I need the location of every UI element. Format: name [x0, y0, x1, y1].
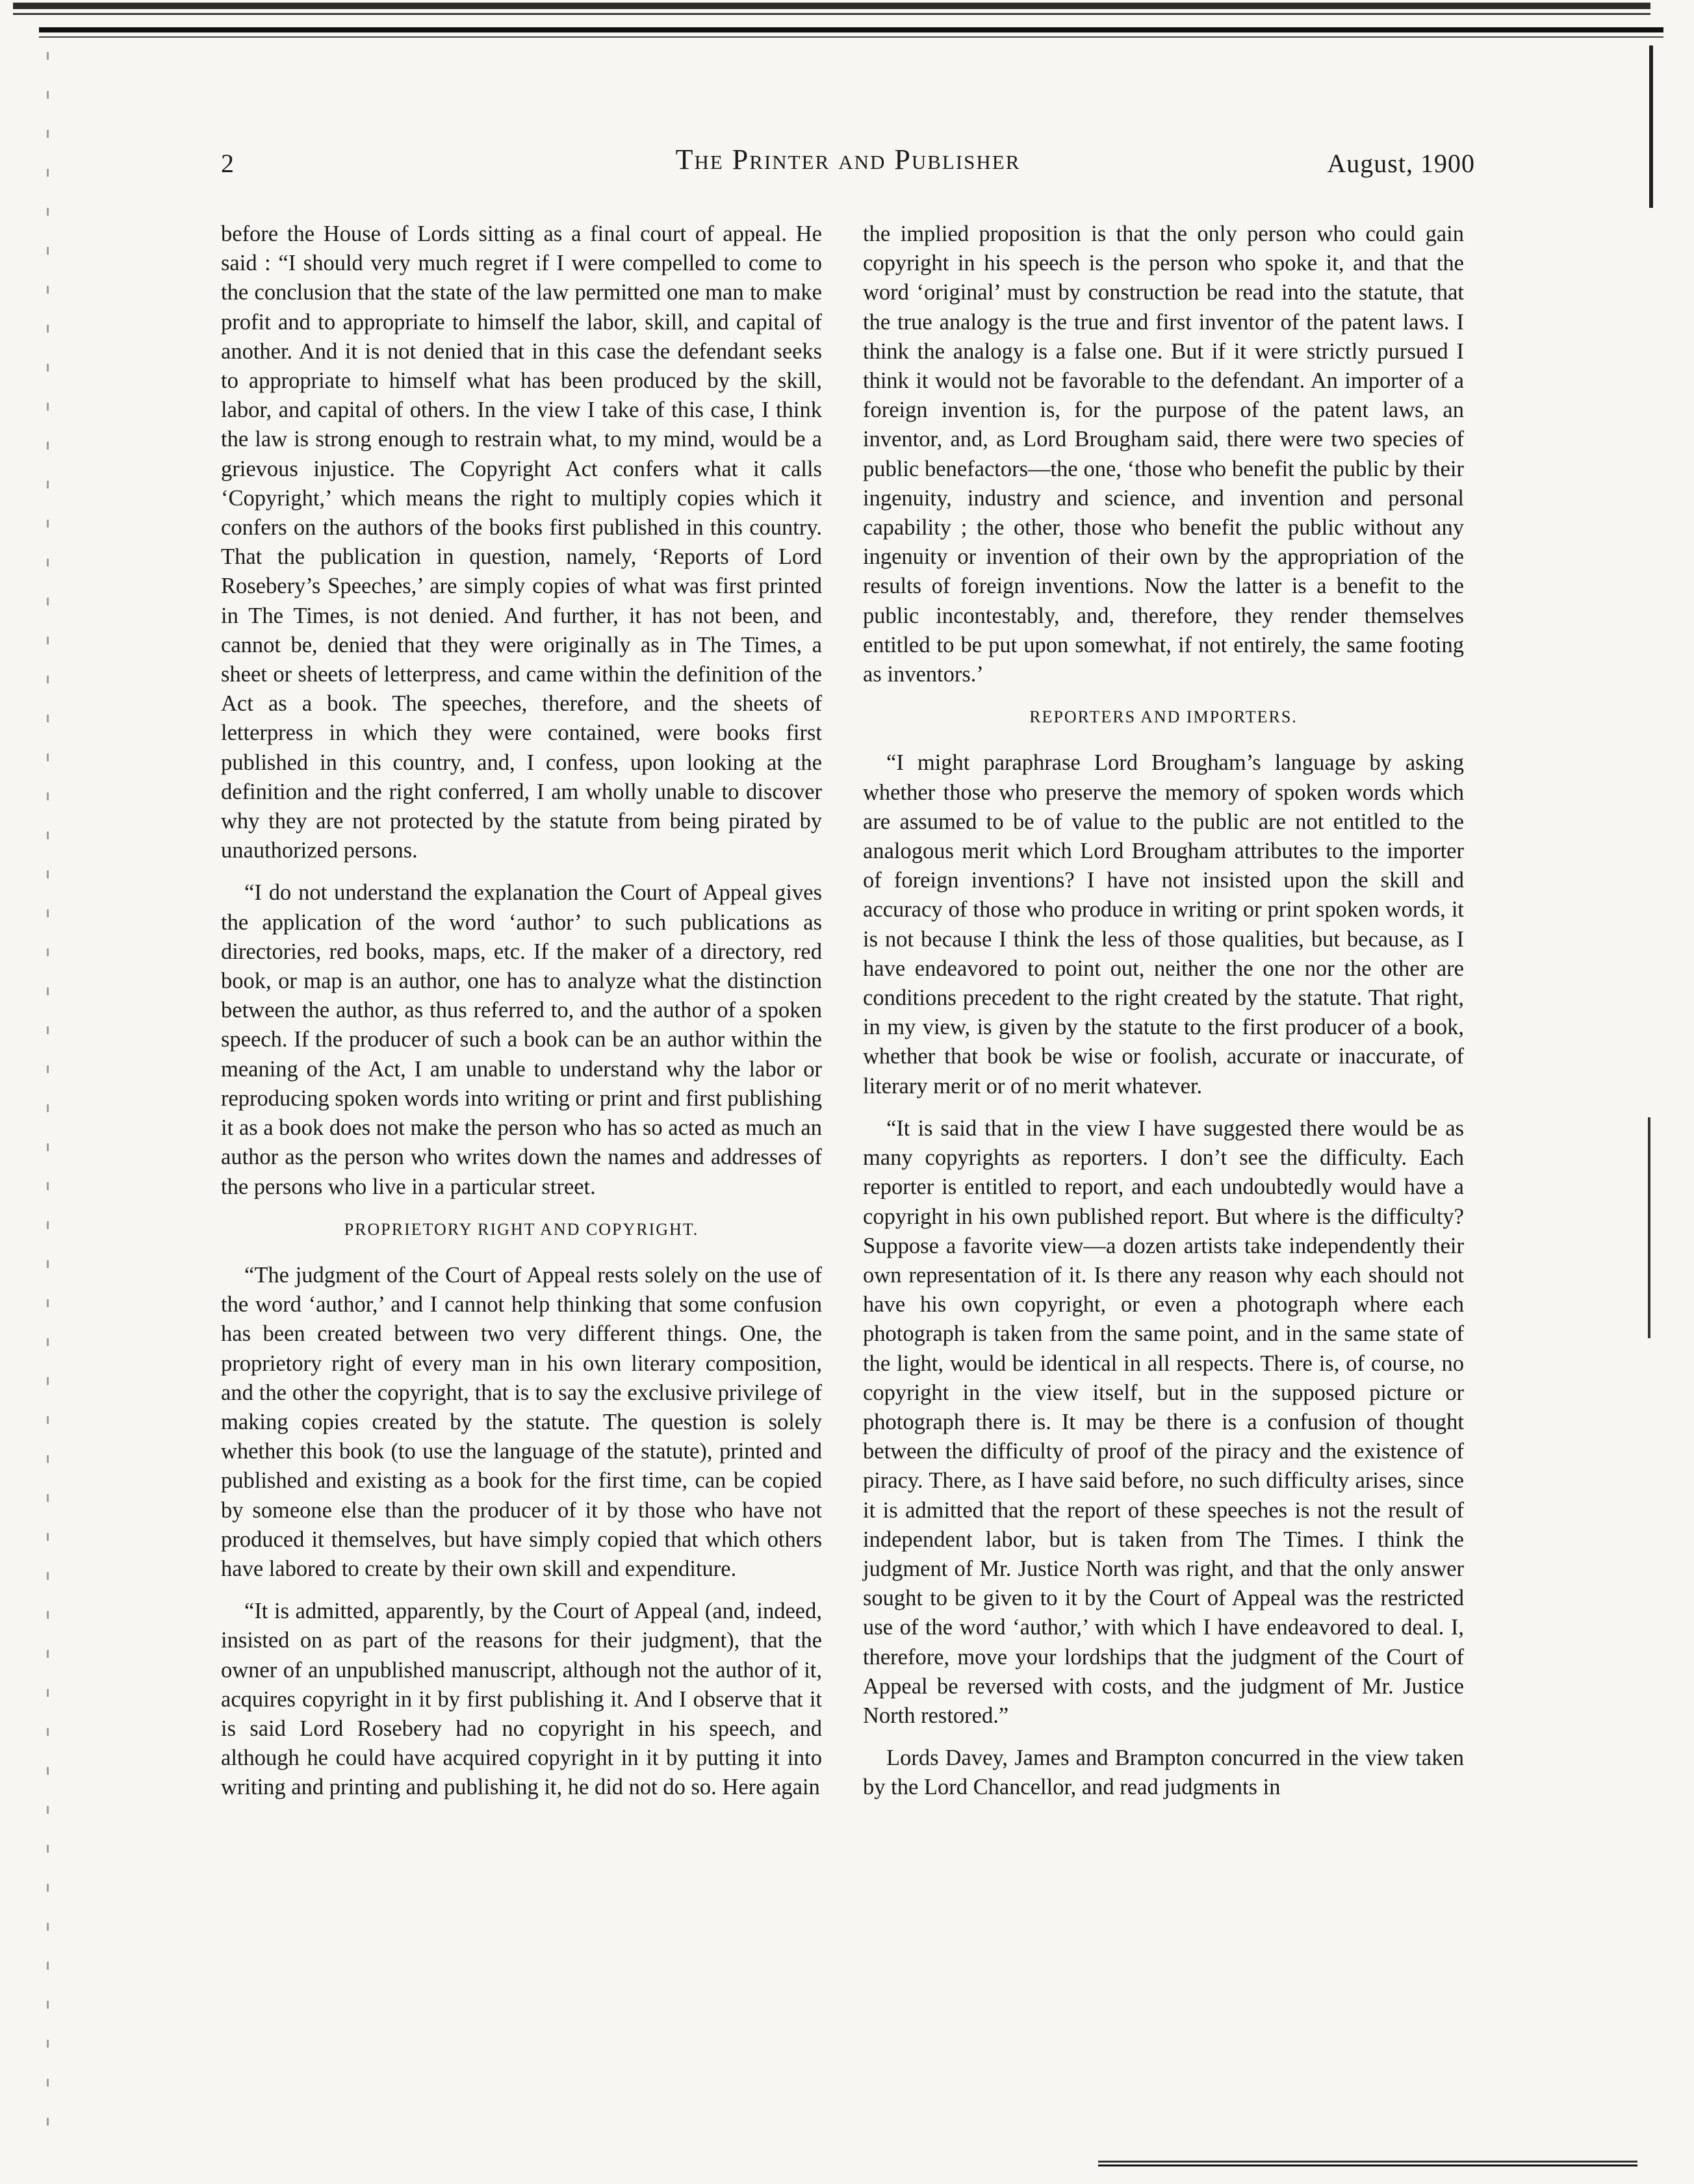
paragraph: “The judgment of the Court of Appeal rests solely on the use of the word ‘author,’ and I cannot help thinking that some confusion has been created between two very different things. One, the proprietory right of every man in his own literary composition, and the other the copyright, that is to say the exclusive privilege of making copies created by the statute. The question is solely whether this book (to use the language of the statute), printed and published and existing as a book for the first time, can be copied by someone else than the producer of it by those who have not produced it themselves, but have simply copied that which others have labored to create by their own skill and expenditure.: [221, 1262, 822, 1581]
paragraph: Lords Davey, James and Brampton concurred in the view taken by the Lord Chancellor, and read judgments in: [863, 1746, 1464, 1800]
scan-edge-right: [1649, 45, 1653, 208]
paragraph: before the House of Lords sitting as a final court of appeal. He said : “I should very much regret if I were compelled to come to the conclusion that the state of the law permitted one man to make profit and to appropriate to himself the labor, skill, and capital of another. And it is not denied that in this case the defendant seeks to appropriate to himself what has been produced by the skill, labor, and capital of others. In the view I take of this case, I think the law is strong enough to restrain what, to my mind, would be a grievous injustice. The Copyright Act confers what it calls ‘Copyright,’ which means the right to multiply copies which it confers on the authors of the books first published in this country. That the publication in question, namely, ‘Reports of Lord Rosebery’s Speeches,’ are simply copies of what was first printed in The Times, is not denied. And further, it has not been, and cannot be, denied that they were originally as in The Times, a sheet or sheets of letterpress, and came within the definition of the Act as a book. The speeches, therefore, and the sheets of letterpress in which they were contained, were books first published in this country, and, I confess, upon looking at the definition and the right conferred, I am wholly unable to discover why they are not protected by the statute from being pirated by unauthorized persons.: [221, 222, 822, 863]
page-number: 2: [221, 149, 235, 178]
paragraph: the implied proposition is that the only person who could gain copyright in his speech is the person who spoke it, and that the word ‘original’ must by construction be read into the statute, that the true analogy is the true and first inventor of the patent laws. I think the analogy is a false one. But if it were strictly pursued I think it would not be favorable to the defendant. An importer of a foreign invention is, for the purpose of the patent laws, an inventor, and, as Lord Brougham said, there were two species of public benefactors—the one, ‘those who benefit the public by their ingenuity, industry and science, and invention and personal capability ; the other, those who benefit the public without any ingenuity or invention of their own by the appropriation of the results of foreign inventions. Now the latter is a benefit to the public incontestably, and, therefore, they render themselves entitled to be put upon somewhat, if not entirely, the same footing as inventors.’: [863, 222, 1464, 687]
left-column: [221, 220, 822, 1816]
paragraph: “I do not understand the explanation the Court of Appeal gives the application of the word ‘author’ to such publications as directories, red books, maps, etc. If the maker of a directory, red book, or map is an author, one has to analyze what the distinction between the author, as thus referred to, and the author of a spoken speech. If the producer of such a book can be an author within the meaning of the Act, I am unable to understand why the labor or reproducing spoken words into writing or print and first publishing it as a book does not make the person who has so acted as much an author as the person who writes down the names and addresses of the persons who live in a particular street.: [221, 880, 822, 1199]
right-column: [863, 220, 1464, 1816]
scan-border-bottom: [1098, 2161, 1637, 2167]
running-head: [221, 143, 1475, 182]
section-heading: REPORTERS AND IMPORTERS.: [1029, 707, 1298, 727]
scan-border-top-inner: [39, 27, 1663, 44]
section-heading: PROPRIETORY RIGHT AND COPYRIGHT.: [344, 1219, 699, 1239]
paragraph: “It is said that in the view I have suggested there would be as many copyrights as reporters. I don’t see the difficulty. Each reporter is entitled to report, and each undoubtedly would have a copyright in his own published report. But where is the difficulty? Suppose a favorite view—a dozen artists take independently their own representation of it. Is there any reason why each should not have his own copyright, or even a photograph where each photograph is taken from the same point, and in the same state of the light, would be identical in all respects. There is, of course, no copyright in the view itself, but in the supposed picture or photograph there is. It may be there is a confusion of thought between the difficulty of proof of the piracy and the existence of piracy. There, as I have said before, no such difficulty arises, since it is admitted that the report of these speeches is not the result of independent labor, but is taken from The Times. I think the judgment of Mr. Justice North was right, and that the only answer sought to be given to it by the Court of Appeal was the restricted use of the word ‘author,’ with which I have endeavored to deal. I, therefore, move your lordships that the judgment of the Court of Appeal be reversed with costs, and the judgment of Mr. Justice North restored.”: [863, 1115, 1464, 1728]
journal-title: The Printer and Publisher: [675, 144, 1021, 175]
paragraph: “I might paraphrase Lord Brougham’s language by asking whether those who preserve the memory of spoken words which are assumed to be of value to the public are not entitled to the analogous merit which Lord Brougham attributes to the importer of foreign inventions? I have not insisted upon the skill and accuracy of those who produce in writing or print spoken words, it is not because I think the less of those qualities, but because, as I have endeavored to point out, neither the one nor the other are conditions precedent to the right created by the statute. That right, in my view, is given by the statute to the first producer of a book, whether that book be wise or foolish, accurate or inaccurate, of literary merit or of no merit whatever.: [863, 750, 1464, 1098]
issue-date: August, 1900: [1327, 149, 1475, 178]
scan-edge-right-lower: [1648, 1117, 1650, 1338]
scan-border-top: [13, 3, 1650, 18]
paragraph: “It is admitted, apparently, by the Court of Appeal (and, indeed, insisted on as part of the reasons for their judgment), that the owner of an unpublished manuscript, although not the author of it, acquires copyright in it by first publishing it. And I observe that it is said Lord Rosebery had no copyright in his speech, and although he could have acquired copyright in it by putting it into writing and printing and publishing it, he did not do so. Here again: [221, 1599, 822, 1800]
scan-edge-left: [47, 52, 49, 2157]
